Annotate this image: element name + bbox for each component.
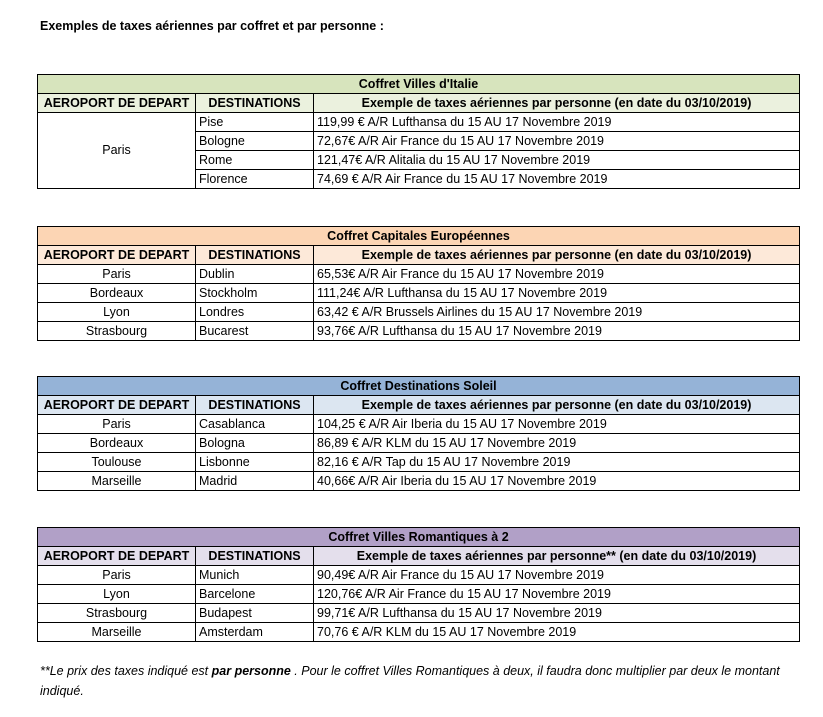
- destination-cell: Casablanca: [196, 415, 314, 434]
- tax-cell: 111,24€ A/R Lufthansa du 15 AU 17 Novembre 2019: [314, 284, 800, 303]
- table-capitales-europeennes: [37, 226, 800, 341]
- table-row: [38, 566, 800, 585]
- tax-cell: 93,76€ A/R Lufthansa du 15 AU 17 Novembre 2019: [314, 322, 800, 341]
- tax-cell: 70,76 € A/R KLM du 15 AU 17 Novembre 2019: [314, 623, 800, 642]
- header-taxes: Exemple de taxes aériennes par personne (en date du 03/10/2019): [314, 396, 800, 415]
- table-row: [38, 585, 800, 604]
- header-taxes: Exemple de taxes aériennes par personne (en date du 03/10/2019): [314, 94, 800, 113]
- table-row: [38, 415, 800, 434]
- destination-cell: Florence: [196, 170, 314, 189]
- table-row: [38, 434, 800, 453]
- header-taxes: Exemple de taxes aériennes par personne (en date du 03/10/2019): [314, 246, 800, 265]
- departure-cell: Marseille: [38, 623, 196, 642]
- departure-cell: Lyon: [38, 585, 196, 604]
- departure-cell: Marseille: [38, 472, 196, 491]
- table-row: [38, 322, 800, 341]
- table-header-row: [38, 396, 800, 415]
- tax-cell: 63,42 € A/R Brussels Airlines du 15 AU 17 Novembre 2019: [314, 303, 800, 322]
- header-departure: AEROPORT DE DEPART: [38, 396, 196, 415]
- table-villes-italie: [37, 74, 800, 189]
- table-row: [38, 113, 800, 132]
- tax-cell: 74,69 € A/R Air France du 15 AU 17 Novembre 2019: [314, 170, 800, 189]
- tax-cell: 40,66€ A/R Air Iberia du 15 AU 17 Novembre 2019: [314, 472, 800, 491]
- destination-cell: Dublin: [196, 265, 314, 284]
- destination-cell: Bologna: [196, 434, 314, 453]
- table-title: Coffret Capitales Européennes: [38, 227, 800, 246]
- tax-cell: 120,76€ A/R Air France du 15 AU 17 Novembre 2019: [314, 585, 800, 604]
- table-row: [38, 303, 800, 322]
- tax-cell: 119,99 € A/R Lufthansa du 15 AU 17 Novembre 2019: [314, 113, 800, 132]
- footnote: [40, 661, 800, 701]
- header-departure: AEROPORT DE DEPART: [38, 547, 196, 566]
- table-title-row: [38, 377, 800, 396]
- table-villes-romantiques: [37, 527, 800, 642]
- header-destinations: DESTINATIONS: [196, 94, 314, 113]
- header-departure: AEROPORT DE DEPART: [38, 94, 196, 113]
- table-header-row: [38, 547, 800, 566]
- header-departure: AEROPORT DE DEPART: [38, 246, 196, 265]
- departure-cell: Strasbourg: [38, 604, 196, 623]
- tax-cell: 65,53€ A/R Air France du 15 AU 17 Novembre 2019: [314, 265, 800, 284]
- footnote-prefix: **Le prix des taxes indiqué est: [40, 664, 212, 678]
- table-title-row: [38, 227, 800, 246]
- table-row: [38, 284, 800, 303]
- departure-cell: Strasbourg: [38, 322, 196, 341]
- table-header-row: [38, 246, 800, 265]
- destination-cell: Stockholm: [196, 284, 314, 303]
- table-title: Coffret Villes d'Italie: [38, 75, 800, 94]
- departure-cell: Lyon: [38, 303, 196, 322]
- table-title-row: [38, 75, 800, 94]
- tax-cell: 86,89 € A/R KLM du 15 AU 17 Novembre 2019: [314, 434, 800, 453]
- destination-cell: Amsterdam: [196, 623, 314, 642]
- header-destinations: DESTINATIONS: [196, 246, 314, 265]
- departure-cell: Bordeaux: [38, 284, 196, 303]
- table-destinations-soleil: [37, 376, 800, 491]
- table-title-row: [38, 528, 800, 547]
- header-destinations: DESTINATIONS: [196, 396, 314, 415]
- destination-cell: Madrid: [196, 472, 314, 491]
- footnote-emphasis: par personne: [211, 664, 291, 678]
- destination-cell: Bologne: [196, 132, 314, 151]
- destination-cell: Rome: [196, 151, 314, 170]
- tax-cell: 99,71€ A/R Lufthansa du 15 AU 17 Novembre 2019: [314, 604, 800, 623]
- destination-cell: Pise: [196, 113, 314, 132]
- table-title: Coffret Destinations Soleil: [38, 377, 800, 396]
- table-row: [38, 604, 800, 623]
- tax-cell: 90,49€ A/R Air France du 15 AU 17 Novembre 2019: [314, 566, 800, 585]
- destination-cell: Bucarest: [196, 322, 314, 341]
- table-row: [38, 453, 800, 472]
- table-row: [38, 265, 800, 284]
- table-title: Coffret Villes Romantiques à 2: [38, 528, 800, 547]
- page-title: Exemples de taxes aériennes par coffret et par personne :: [40, 19, 384, 33]
- table-row: [38, 623, 800, 642]
- destination-cell: Londres: [196, 303, 314, 322]
- table-header-row: [38, 94, 800, 113]
- departure-cell: Paris: [38, 113, 196, 189]
- header-taxes: Exemple de taxes aériennes par personne** (en date du 03/10/2019): [314, 547, 800, 566]
- departure-cell: Paris: [38, 415, 196, 434]
- destination-cell: Lisbonne: [196, 453, 314, 472]
- footnote-suffix: . Pour le coffret Villes Romantiques à deux, il faudra donc multiplier par deux le montant indiqué.: [40, 664, 780, 698]
- destination-cell: Munich: [196, 566, 314, 585]
- tax-cell: 104,25 € A/R Air Iberia du 15 AU 17 Novembre 2019: [314, 415, 800, 434]
- destination-cell: Barcelone: [196, 585, 314, 604]
- tax-cell: 72,67€ A/R Air France du 15 AU 17 Novembre 2019: [314, 132, 800, 151]
- departure-cell: Bordeaux: [38, 434, 196, 453]
- header-destinations: DESTINATIONS: [196, 547, 314, 566]
- departure-cell: Toulouse: [38, 453, 196, 472]
- tax-cell: 82,16 € A/R Tap du 15 AU 17 Novembre 2019: [314, 453, 800, 472]
- destination-cell: Budapest: [196, 604, 314, 623]
- departure-cell: Paris: [38, 265, 196, 284]
- table-row: [38, 472, 800, 491]
- departure-cell: Paris: [38, 566, 196, 585]
- tax-cell: 121,47€ A/R Alitalia du 15 AU 17 Novembre 2019: [314, 151, 800, 170]
